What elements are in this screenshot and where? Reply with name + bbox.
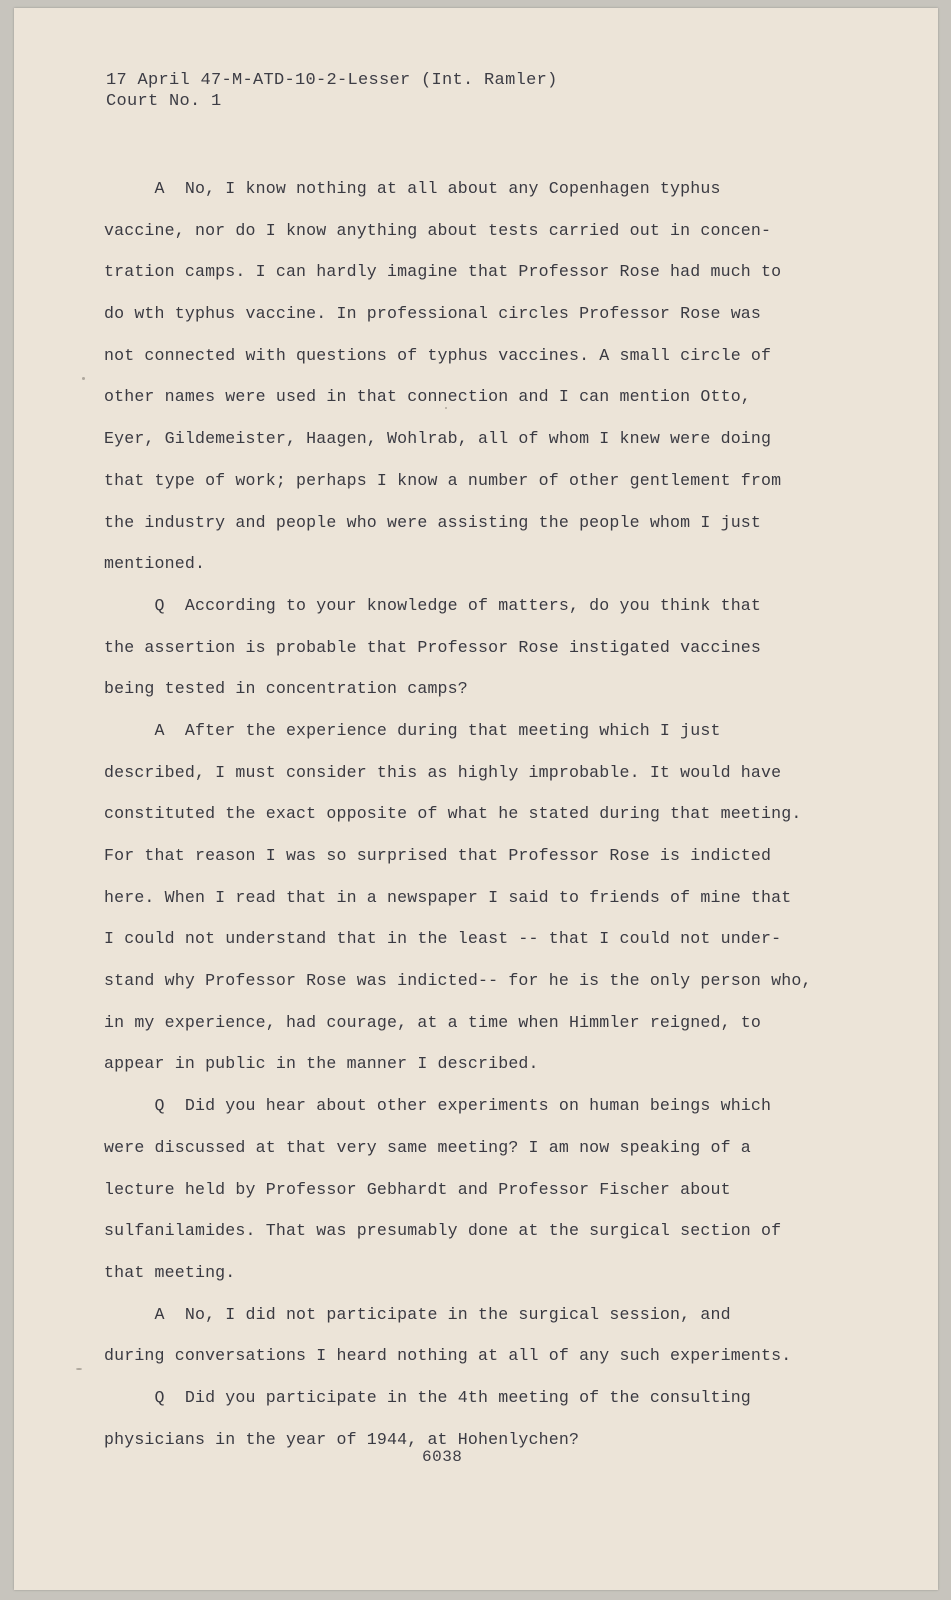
transcript-line: physicians in the year of 1944, at Hohenlychen?	[104, 1429, 580, 1449]
transcript-line: appear in public in the manner I described.	[104, 1054, 539, 1074]
transcript-line: the industry and people who were assisting the people whom I just	[104, 512, 762, 532]
transcript-line: For that reason I was so surprised that Professor Rose is indicted	[104, 846, 772, 865]
paper-speck	[445, 407, 447, 409]
transcript-line: I could not understand that in the least -- that I could not under-	[104, 929, 782, 949]
transcript-body	[104, 168, 824, 1460]
transcript-line: constituted the exact opposite of what he stated during that meeting.	[104, 804, 802, 824]
transcript-line: that meeting.	[104, 1262, 236, 1282]
transcript-line: the assertion is probable that Professor Rose instigated vaccines	[104, 637, 762, 657]
transcript-line: described, I must consider this as highly improbable. It would have	[104, 762, 782, 782]
transcript-line: Q According to your knowledge of matters, do you think that	[104, 595, 762, 615]
page-number: 6038	[422, 1448, 463, 1466]
transcript-line: that type of work; perhaps I know a number of other gentlement from	[104, 470, 782, 490]
transcript-line: were discussed at that very same meeting? I am now speaking of a	[104, 1137, 751, 1157]
paper-speck	[82, 377, 85, 380]
transcript-line: here. When I read that in a newspaper I said to friends of mine that	[104, 887, 792, 907]
paper-speck	[76, 1368, 82, 1370]
transcript-line: during conversations I heard nothing at all of any such experiments.	[104, 1346, 792, 1366]
transcript-line: A No, I did not participate in the surgical session, and	[104, 1304, 731, 1324]
transcript-line: do wth typhus vaccine. In professional circles Professor Rose was	[104, 304, 762, 324]
transcript-line: tration camps. I can hardly imagine that Professor Rose had much to	[104, 262, 782, 282]
transcript-line: other names were used in that connection and I can mention Otto,	[104, 387, 751, 407]
transcript-line: Q Did you participate in the 4th meeting of the consulting	[104, 1387, 751, 1407]
transcript-line: A No, I know nothing at all about any Copenhagen typhus	[104, 179, 721, 198]
transcript-line: Q Did you hear about other experiments on human beings which	[104, 1096, 772, 1116]
header-court-line: Court No. 1	[106, 92, 222, 111]
transcript-line: not connected with questions of typhus vaccines. A small circle of	[104, 345, 772, 365]
transcript-line: A After the experience during that meeting which I just	[104, 720, 721, 740]
transcript-line: lecture held by Professor Gebhardt and Professor Fischer about	[104, 1179, 731, 1199]
transcript-line: mentioned.	[104, 554, 206, 574]
transcript-line: in my experience, had courage, at a time when Himmler reigned, to	[104, 1012, 762, 1032]
transcript-line: stand why Professor Rose was indicted-- for he is the only person who,	[104, 971, 812, 991]
transcript-line: vaccine, nor do I know anything about tests carried out in concen-	[104, 220, 772, 240]
transcript-line: Eyer, Gildemeister, Haagen, Wohlrab, all of whom I knew were doing	[104, 429, 772, 449]
document-header	[106, 70, 558, 112]
header-case-line: 17 April 47-M-ATD-10-2-Lesser (Int. Ramler)	[106, 71, 558, 90]
transcript-line: being tested in concentration camps?	[104, 679, 468, 699]
transcript-line: sulfanilamides. That was presumably done at the surgical section of	[104, 1221, 782, 1241]
